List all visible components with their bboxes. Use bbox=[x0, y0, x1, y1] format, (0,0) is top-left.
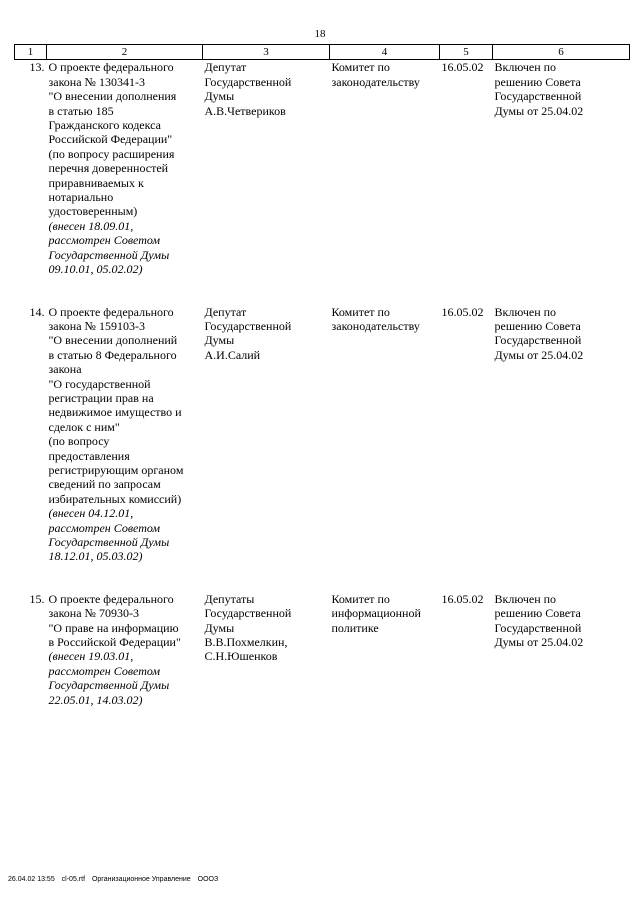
column-number: 4 bbox=[330, 45, 440, 60]
row-spacer-cell bbox=[15, 277, 630, 305]
author-line: Государственной bbox=[204, 606, 292, 621]
page-footer bbox=[8, 876, 223, 883]
committee bbox=[330, 305, 440, 564]
status-line: Включен по bbox=[494, 304, 557, 319]
project-description-line: закона № 130341-3 bbox=[48, 74, 145, 89]
date-cell: 16.05.02 bbox=[441, 304, 484, 319]
committee-line: Комитет по bbox=[331, 591, 390, 606]
consideration-note-line: (внесен 18.09.01, bbox=[48, 218, 134, 233]
page-number: 18 bbox=[314, 28, 326, 40]
column-number: 2 bbox=[47, 45, 203, 60]
project-description-line: сведений по запросам bbox=[48, 477, 161, 492]
project-description-line: сделок с ним" bbox=[48, 419, 120, 434]
committee-line: Комитет по bbox=[331, 60, 390, 75]
project-description-line: регистрирующим органом bbox=[48, 462, 184, 477]
column-number: 3 bbox=[203, 45, 330, 60]
committee-line: информационной bbox=[331, 606, 421, 621]
consideration-note-line: рассмотрен Советом bbox=[48, 520, 161, 535]
register-table bbox=[14, 44, 630, 707]
column-number: 5 bbox=[440, 45, 493, 60]
consideration-note-line: (внесен 19.03.01, bbox=[48, 649, 134, 664]
row-spacer-cell bbox=[15, 564, 630, 592]
project-description bbox=[47, 60, 203, 277]
committee-line: законодательству bbox=[331, 318, 420, 333]
author-line: А.И.Салий bbox=[204, 347, 261, 362]
footer-code: ОООЗ bbox=[197, 876, 219, 883]
row-spacer bbox=[15, 277, 630, 305]
status-line: решению Совета bbox=[494, 318, 581, 333]
consideration-note-line: Государственной Думы bbox=[48, 535, 170, 549]
project-description-line: О проекте федерального bbox=[48, 60, 174, 75]
status bbox=[493, 60, 630, 277]
table-row bbox=[15, 305, 630, 564]
project-description-line: "О государственной bbox=[48, 376, 151, 391]
author-line: Депутаты bbox=[204, 591, 255, 606]
status bbox=[493, 305, 630, 564]
project-description bbox=[47, 592, 203, 707]
author-line: В.В.Похмелкин, bbox=[204, 635, 288, 650]
author bbox=[203, 592, 330, 707]
status-line: Государственной bbox=[494, 620, 582, 635]
project-description-line: в статью 8 Федерального bbox=[48, 347, 177, 362]
author-line: А.В.Четвериков bbox=[204, 103, 286, 118]
row-number: 15. bbox=[29, 591, 45, 606]
author-line: С.Н.Юшенков bbox=[204, 649, 278, 664]
consideration-note-line: 18.12.01, 05.03.02) bbox=[48, 549, 143, 564]
author-line: Думы bbox=[204, 333, 235, 348]
project-description-line: закона № 159103-3 bbox=[48, 318, 145, 333]
status-line: решению Совета bbox=[494, 606, 581, 621]
project-description-line: приравниваемых к bbox=[48, 175, 144, 190]
status-line: Думы от 25.04.02 bbox=[494, 347, 584, 362]
committee bbox=[330, 592, 440, 707]
footer-file: cl-05.rtf bbox=[61, 876, 86, 883]
project-description-line: в статью 185 bbox=[48, 103, 114, 118]
project-description-line: закона bbox=[48, 362, 82, 377]
consideration-note-line: (внесен 04.12.01, bbox=[48, 506, 134, 521]
author-line: Депутат bbox=[204, 304, 247, 319]
project-description-line: закона № 70930-3 bbox=[48, 606, 139, 621]
author-line: Думы bbox=[204, 89, 235, 104]
date-cell: 16.05.02 bbox=[441, 591, 484, 606]
date-cell: 16.05.02 bbox=[441, 60, 484, 75]
column-number: 1 bbox=[15, 45, 47, 60]
row-number: 14. bbox=[29, 304, 45, 319]
project-description-line: избирательных комиссий) bbox=[48, 491, 182, 506]
project-description-line: Российской Федерации" bbox=[48, 132, 173, 147]
consideration-note-line: 09.10.01, 05.02.02) bbox=[48, 262, 143, 277]
committee-line: законодательству bbox=[331, 74, 420, 89]
project-description-line: О проекте федерального bbox=[48, 591, 174, 606]
project-description-line: (по вопросу bbox=[48, 434, 110, 449]
status-line: Включен по bbox=[494, 591, 557, 606]
column-number-row bbox=[15, 45, 630, 60]
project-description-line: нотариально bbox=[48, 190, 114, 205]
project-description-line: Гражданского кодекса bbox=[48, 118, 161, 133]
project-description-line: предоставления bbox=[48, 448, 130, 463]
consideration-note-line: Государственной Думы bbox=[48, 247, 170, 262]
committee-line: Комитет по bbox=[331, 304, 390, 319]
project-description-line: "О внесении дополнения bbox=[48, 89, 177, 104]
author bbox=[203, 60, 330, 277]
project-description-line: удостоверенным) bbox=[48, 204, 138, 219]
table-row bbox=[15, 60, 630, 277]
consideration-note-line: рассмотрен Советом bbox=[48, 663, 161, 678]
project-description-line: "О праве на информацию bbox=[48, 620, 179, 635]
footer-department: Организационное Управление bbox=[91, 876, 191, 883]
status-line: Государственной bbox=[494, 89, 582, 104]
table-row bbox=[15, 592, 630, 707]
row-spacer bbox=[15, 564, 630, 592]
footer-timestamp: 26.04.02 13:55 bbox=[8, 876, 55, 883]
status-line: решению Совета bbox=[494, 74, 581, 89]
project-description-line: "О внесении дополнений bbox=[48, 333, 178, 348]
committee-line: политике bbox=[331, 620, 379, 635]
status-line: Думы от 25.04.02 bbox=[494, 635, 584, 650]
author-line: Государственной bbox=[204, 74, 292, 89]
project-description-line: (по вопросу расширения bbox=[48, 146, 175, 161]
project-description-line: регистрации прав на bbox=[48, 390, 154, 405]
consideration-note-line: 22.05.01, 14.03.02) bbox=[48, 692, 143, 707]
author bbox=[203, 305, 330, 564]
author-line: Государственной bbox=[204, 318, 292, 333]
project-description-line: недвижимое имущество и bbox=[48, 405, 182, 420]
project-description-line: в Российской Федерации" bbox=[48, 635, 181, 650]
status-line: Включен по bbox=[494, 60, 557, 75]
consideration-note-line: Государственной Думы bbox=[48, 678, 170, 693]
column-number: 6 bbox=[493, 45, 630, 60]
project-description bbox=[47, 305, 203, 564]
status-line: Государственной bbox=[494, 333, 582, 348]
project-description-line: перечня доверенностей bbox=[48, 161, 169, 176]
consideration-note-line: рассмотрен Советом bbox=[48, 233, 161, 248]
status bbox=[493, 592, 630, 707]
author-line: Депутат bbox=[204, 60, 247, 75]
project-description-line: О проекте федерального bbox=[48, 304, 174, 319]
committee bbox=[330, 60, 440, 277]
status-line: Думы от 25.04.02 bbox=[494, 103, 584, 118]
author-line: Думы bbox=[204, 620, 235, 635]
row-number: 13. bbox=[29, 60, 45, 75]
